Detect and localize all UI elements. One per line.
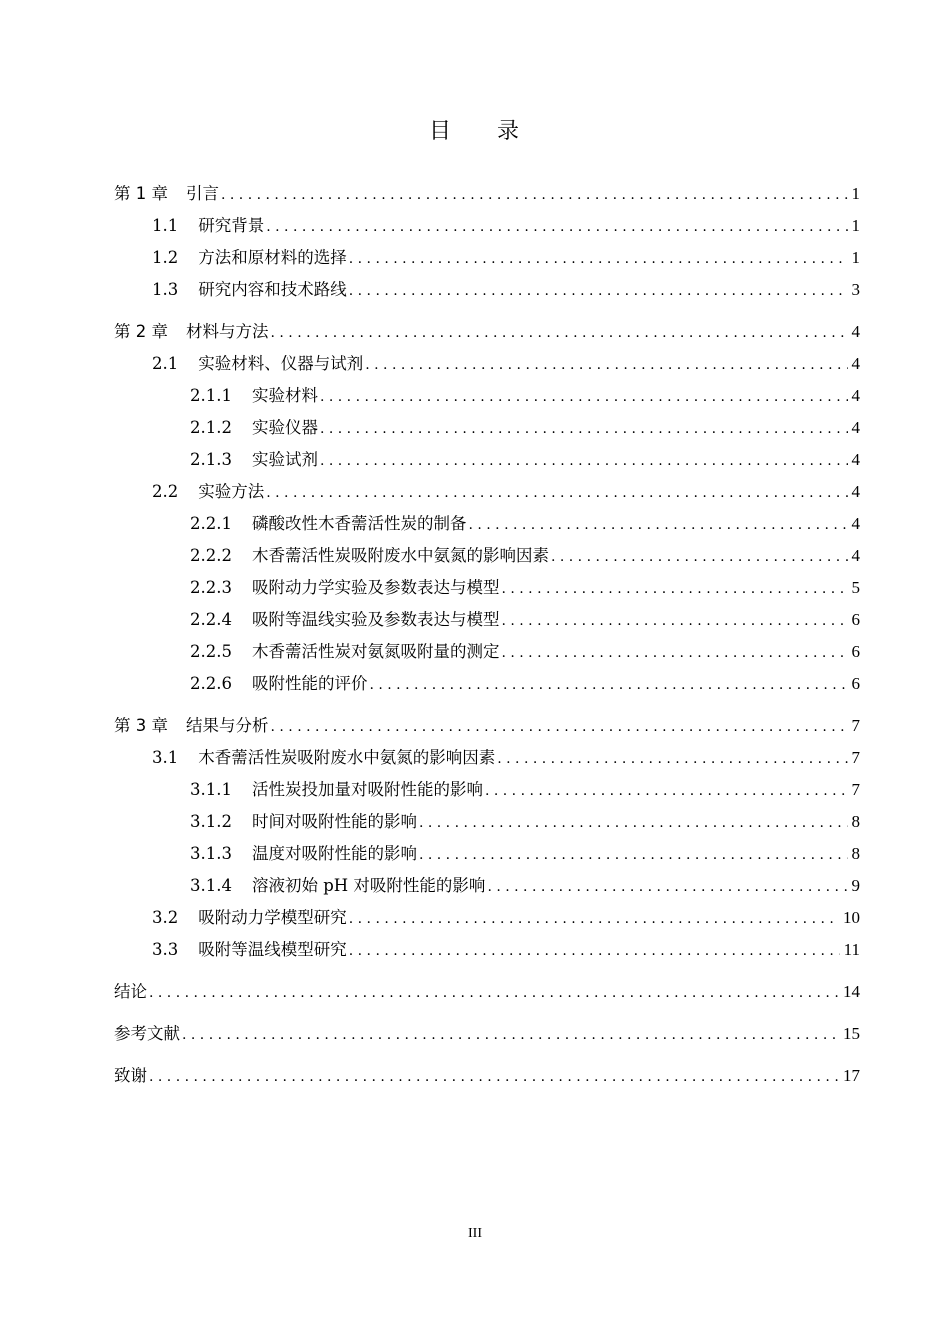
toc-entry-title: 时间对吸附性能的影响 <box>251 812 417 831</box>
toc-entry-page-number: 4 <box>851 418 860 437</box>
toc-entry[interactable] <box>114 380 860 412</box>
toc-entry-number: 1.3 <box>152 280 179 299</box>
toc-dot-leader <box>497 743 847 775</box>
toc-dot-leader <box>149 1061 839 1093</box>
page-number-footer: III <box>468 1226 482 1241</box>
toc-entry-number: 2.1 <box>152 354 179 373</box>
toc-entry-page-number: 10 <box>843 908 860 927</box>
toc-entry-number: 第 3 章 <box>114 716 168 735</box>
toc-entry-page-number: 3 <box>851 280 860 299</box>
toc-entry-page-number: 4 <box>851 482 860 501</box>
toc-entry-page-number: 15 <box>843 1024 860 1043</box>
toc-entry-title: 活性炭投加量对吸附性能的影响 <box>251 780 483 799</box>
toc-entry-title: 引言 <box>186 184 219 203</box>
toc-entry-number: 3.1.3 <box>190 844 232 863</box>
toc-entry-page-number: 6 <box>851 674 860 693</box>
toc-entry-number: 3.1.4 <box>190 876 232 895</box>
toc-entry-title: 木香薷活性炭对氨氮吸附量的测定 <box>251 642 500 661</box>
toc-dot-leader <box>419 807 848 839</box>
toc-dot-leader <box>221 179 848 211</box>
toc-entry-number: 2.2.1 <box>190 514 232 533</box>
toc-entry[interactable] <box>114 348 860 380</box>
toc-entry[interactable] <box>114 806 860 838</box>
toc-entry-title: 实验材料、仪器与试剂 <box>198 354 364 373</box>
toc-entry-title: 吸附动力学实验及参数表达与模型 <box>251 578 500 597</box>
toc-dot-leader <box>149 977 839 1009</box>
toc-entry-number: 2.2.2 <box>190 546 232 565</box>
toc-entry-title: 参考文献 <box>114 1024 180 1043</box>
toc-entry-page-number: 11 <box>843 940 860 959</box>
toc-dot-leader <box>419 839 848 871</box>
toc-entry-page-number: 4 <box>851 354 860 373</box>
toc-entry-page-number: 8 <box>851 812 860 831</box>
toc-entry-page-number: 4 <box>851 546 860 565</box>
toc-dot-leader <box>271 317 848 349</box>
toc-entry[interactable] <box>114 976 860 1008</box>
toc-entry-title: 吸附性能的评价 <box>251 674 368 693</box>
toc-dot-leader <box>271 711 848 743</box>
toc-dot-leader <box>266 211 847 243</box>
toc-entry[interactable] <box>114 710 860 742</box>
toc-entry-number: 2.2 <box>152 482 179 501</box>
toc-dot-leader <box>320 381 848 413</box>
toc-entry[interactable] <box>114 274 860 306</box>
toc-entry-page-number: 8 <box>851 844 860 863</box>
toc-entry-page-number: 17 <box>843 1066 860 1085</box>
toc-entry-title: 温度对吸附性能的影响 <box>251 844 417 863</box>
toc-entry-number: 2.1.1 <box>190 386 232 405</box>
toc-entry-title: 吸附动力学模型研究 <box>198 908 347 927</box>
toc-entry-page-number: 9 <box>851 876 860 895</box>
toc-entry[interactable] <box>114 934 860 966</box>
toc-entry-page-number: 4 <box>851 322 860 341</box>
toc-entry-page-number: 4 <box>851 386 860 405</box>
table-of-contents <box>114 178 860 1092</box>
toc-entry-number: 2.1.3 <box>190 450 232 469</box>
toc-entry-number: 3.1.2 <box>190 812 232 831</box>
toc-entry-title: 木香薷活性炭吸附废水中氨氮的影响因素 <box>198 748 496 767</box>
toc-entry-title: 吸附等温线实验及参数表达与模型 <box>251 610 500 629</box>
toc-entry[interactable] <box>114 604 860 636</box>
toc-entry-title: 结果与分析 <box>186 716 269 735</box>
toc-dot-leader <box>349 243 848 275</box>
toc-dot-leader <box>468 509 847 541</box>
toc-entry[interactable] <box>114 742 860 774</box>
toc-entry[interactable] <box>114 242 860 274</box>
toc-entry-title: 吸附等温线模型研究 <box>198 940 347 959</box>
toc-entry-page-number: 1 <box>851 248 860 267</box>
toc-entry-page-number: 1 <box>851 216 860 235</box>
toc-entry-page-number: 14 <box>843 982 860 1001</box>
toc-dot-leader <box>365 349 847 381</box>
toc-title <box>0 117 950 147</box>
toc-entry[interactable] <box>114 668 860 700</box>
toc-entry[interactable] <box>114 902 860 934</box>
toc-dot-leader <box>487 871 847 903</box>
title-char-1: 目 <box>428 119 453 144</box>
toc-entry-number: 第 1 章 <box>114 184 168 203</box>
toc-entry-number: 2.2.4 <box>190 610 232 629</box>
toc-entry-page-number: 6 <box>851 610 860 629</box>
toc-dot-leader <box>369 669 847 701</box>
toc-entry-page-number: 7 <box>851 748 860 767</box>
toc-entry-title: 方法和原材料的选择 <box>198 248 347 267</box>
toc-entry-number: 1.1 <box>152 216 179 235</box>
toc-entry[interactable] <box>114 572 860 604</box>
toc-dot-leader <box>485 775 848 807</box>
toc-dot-leader <box>501 573 847 605</box>
toc-entry-number: 3.1.1 <box>190 780 232 799</box>
toc-dot-leader <box>182 1019 839 1051</box>
toc-entry-title: 实验试剂 <box>251 450 318 469</box>
toc-entry-title: 研究背景 <box>198 216 265 235</box>
toc-entry-title: 木香薷活性炭吸附废水中氨氮的影响因素 <box>251 546 549 565</box>
toc-entry[interactable] <box>114 210 860 242</box>
toc-entry-page-number: 5 <box>851 578 860 597</box>
toc-entry-title: 磷酸改性木香薷活性炭的制备 <box>251 514 467 533</box>
toc-entry-title: 实验方法 <box>198 482 265 501</box>
toc-entry[interactable] <box>114 838 860 870</box>
toc-entry-page-number: 1 <box>851 184 860 203</box>
toc-entry[interactable] <box>114 1018 860 1050</box>
toc-entry-page-number: 4 <box>851 450 860 469</box>
toc-entry-title: 溶液初始 pH 对吸附性能的影响 <box>251 876 486 895</box>
toc-dot-leader <box>501 637 847 669</box>
toc-entry-page-number: 7 <box>851 716 860 735</box>
toc-entry-number: 2.1.2 <box>190 418 232 437</box>
toc-entry[interactable] <box>114 444 860 476</box>
toc-dot-leader <box>349 903 839 935</box>
toc-entry-title: 研究内容和技术路线 <box>198 280 347 299</box>
toc-entry[interactable] <box>114 508 860 540</box>
toc-entry-page-number: 7 <box>851 780 860 799</box>
toc-dot-leader <box>551 541 848 573</box>
toc-dot-leader <box>320 445 848 477</box>
toc-entry-number: 3.3 <box>152 940 179 959</box>
toc-entry[interactable] <box>114 316 860 348</box>
toc-entry-number: 2.2.5 <box>190 642 232 661</box>
toc-entry[interactable] <box>114 178 860 210</box>
toc-entry[interactable] <box>114 412 860 444</box>
toc-entry-number: 2.2.6 <box>190 674 232 693</box>
toc-entry[interactable] <box>114 774 860 806</box>
toc-entry[interactable] <box>114 540 860 572</box>
toc-entry[interactable] <box>114 636 860 668</box>
toc-entry-page-number: 4 <box>851 514 860 533</box>
toc-entry-number: 3.2 <box>152 908 179 927</box>
toc-entry-title: 实验材料 <box>251 386 318 405</box>
toc-entry-number: 3.1 <box>152 748 179 767</box>
toc-entry[interactable] <box>114 476 860 508</box>
toc-entry-page-number: 6 <box>851 642 860 661</box>
toc-dot-leader <box>320 413 848 445</box>
title-char-2: 录 <box>497 119 522 144</box>
toc-entry[interactable] <box>114 1060 860 1092</box>
toc-entry-number: 1.2 <box>152 248 179 267</box>
toc-entry-number: 2.2.3 <box>190 578 232 597</box>
toc-entry-title: 致谢 <box>114 1066 147 1085</box>
toc-dot-leader <box>501 605 847 637</box>
toc-dot-leader <box>349 935 840 967</box>
toc-dot-leader <box>349 275 848 307</box>
toc-entry-title: 材料与方法 <box>186 322 269 341</box>
toc-entry-number: 第 2 章 <box>114 322 168 341</box>
toc-entry-title: 实验仪器 <box>251 418 318 437</box>
toc-entry[interactable] <box>114 870 860 902</box>
toc-dot-leader <box>266 477 847 509</box>
toc-entry-title: 结论 <box>114 982 147 1001</box>
